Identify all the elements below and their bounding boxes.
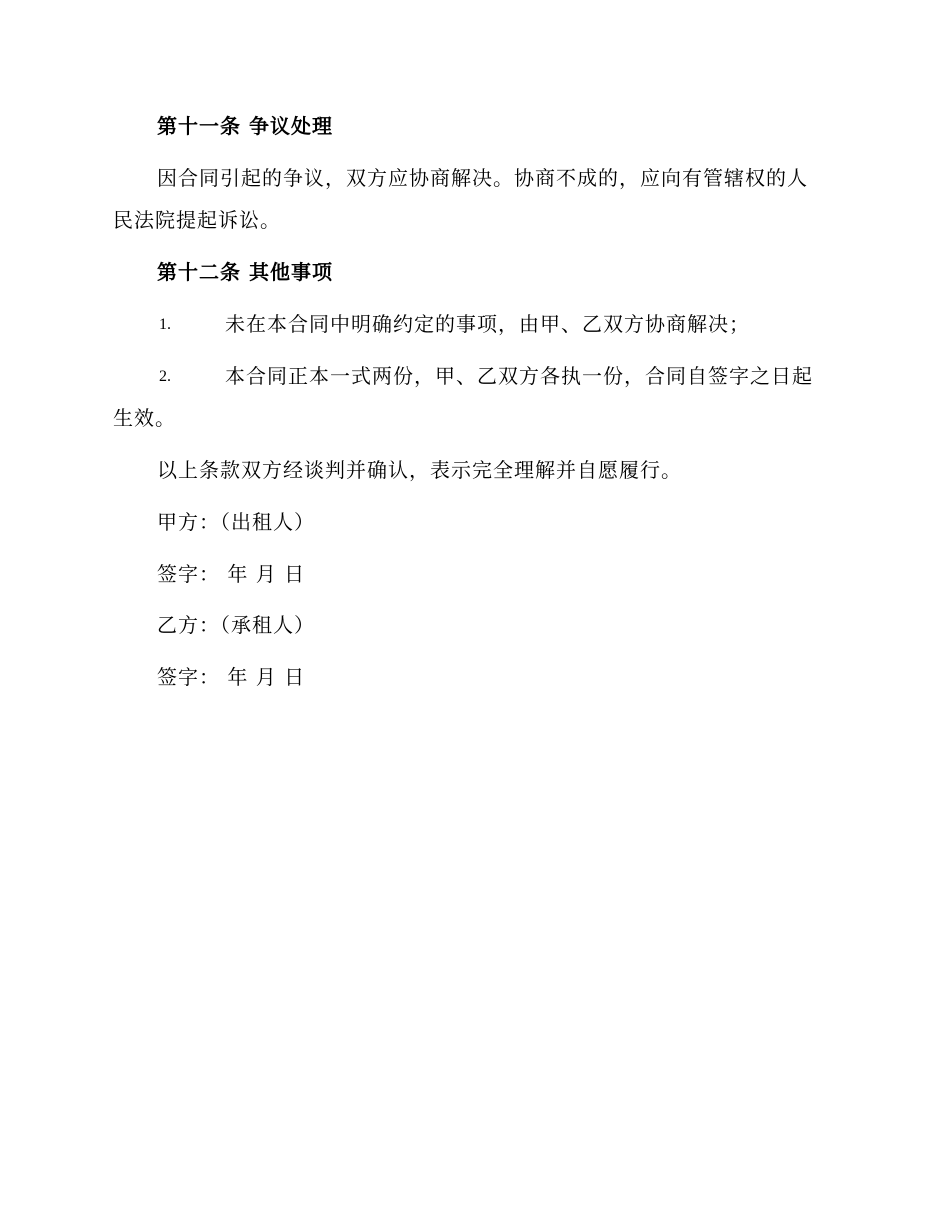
closing-statement: 以上条款双方经谈判并确认，表示完全理解并自愿履行。	[157, 458, 682, 482]
party-b-signature-line: 签字： 年 月 日	[157, 665, 306, 689]
party-b-label: 乙方：（承租人）	[157, 613, 315, 637]
article-11-paragraph-line-2: 民法院提起诉讼。	[113, 208, 281, 232]
list-item-1-text: 未在本合同中明确约定的事项，由甲、乙双方协商解决；	[225, 312, 750, 336]
list-item-2-text-line-1: 本合同正本一式两份，甲、乙双方各执一份，合同自签字之日起	[225, 364, 813, 388]
party-a-label: 甲方：（出租人）	[157, 510, 315, 534]
article-12-heading: 第十二条 其他事项	[157, 260, 333, 284]
list-item-2-text-line-2: 生效。	[113, 406, 176, 430]
article-11-paragraph-line-1: 因合同引起的争议，双方应协商解决。协商不成的，应向有管辖权的人	[157, 166, 808, 190]
list-item-number-1: 1.	[159, 316, 171, 333]
party-a-signature-line: 签字： 年 月 日	[157, 562, 306, 586]
list-item-number-2: 2.	[159, 368, 171, 385]
article-11-heading: 第十一条 争议处理	[157, 114, 333, 138]
